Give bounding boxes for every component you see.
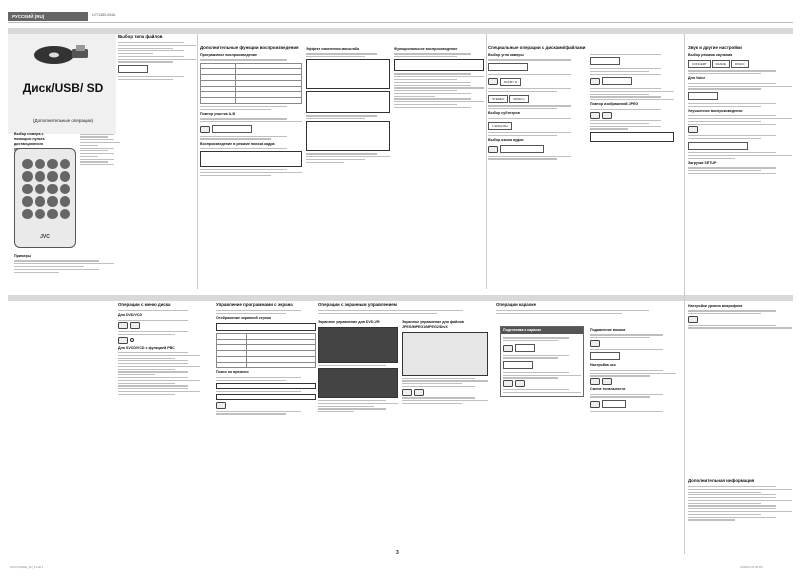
footer-date: 3/26/08 3:41:55 PM [740, 566, 763, 569]
section-title: Звук и другие настройки [688, 45, 742, 50]
section-onscreen-program [216, 302, 316, 416]
repeat-block [590, 52, 674, 144]
footer-file: KD-AVX33[EE]_RU_3.indd 3 [10, 566, 44, 569]
program-heading: Программное воспроизведение [200, 52, 258, 57]
osd-stereo: STEREO [488, 95, 508, 103]
dvd-vcd-heading: Для DVD/VCD [118, 313, 143, 318]
mic-level-heading: Настройки уровня микрофона [688, 304, 743, 308]
section-disc-menu [118, 302, 200, 396]
sound-mode-heading: Выбор режима звучания [688, 52, 733, 57]
hero-subtitle: (Дополнительные операции) [33, 118, 93, 123]
section-file-type [118, 34, 196, 81]
examples-heading: Примеры [14, 254, 31, 258]
karaoke-prep-box [500, 326, 584, 397]
section-special-ops [488, 45, 586, 161]
audio-heading: Выбор языка аудио [488, 138, 524, 143]
osd-mono: MONO L [509, 95, 529, 103]
osd-table [216, 333, 316, 369]
karaoke-settings-block [590, 326, 676, 414]
osd-dance: DANCE [712, 60, 731, 68]
section-onscreen-control [318, 302, 488, 316]
search-heading: Воспроизведение в режиме поиска кадра [200, 141, 275, 146]
osd-disco: DISCO [731, 60, 749, 68]
section-extra-playback [200, 45, 302, 177]
functional-playback-block [394, 45, 484, 110]
column-divider [684, 34, 685, 554]
brand-logo: JVC [40, 234, 50, 241]
voice-heading: Для Voice [688, 76, 706, 81]
time-bar-1 [216, 383, 316, 389]
time-search-heading: Поиск по времени [216, 370, 249, 375]
document-code: LVT1383-004A [92, 13, 116, 17]
dvdvr-heading: Экранное управление для DVD-VR [318, 320, 380, 324]
program-table [200, 63, 302, 104]
osd-concert: CONCERT [688, 60, 711, 68]
section-title: Дополнительная информация [688, 478, 755, 483]
section-mic-level [688, 302, 792, 330]
section-title: Специальные операции с дисками/файлами [488, 45, 586, 50]
osd-bar [216, 323, 316, 331]
section-title: Управление программами с экрана [216, 302, 293, 307]
playback-diagram [394, 59, 484, 71]
subtitle-heading: Выбор субтитров [488, 111, 520, 116]
pbc-heading: Для SVCD/VCD с функцией PBC [118, 345, 175, 350]
file-control-block [402, 318, 488, 406]
osd-heading: Отображение экранной строки [216, 315, 271, 320]
section-sound-settings [688, 45, 792, 176]
osd-english: 1 ENGLISH [488, 122, 512, 130]
disc-usb-sd-icon [32, 40, 94, 68]
time-bar-2 [216, 394, 316, 400]
zoom-steps-diagram [306, 121, 390, 151]
language-tab: РУССКИЙ (RU) [8, 12, 88, 21]
setup-heading: Загрузка SETUP [688, 160, 717, 165]
playback-heading: Функциональное воспроизведение [394, 47, 458, 51]
dvdvr-screen-2 [318, 368, 398, 398]
examples-block [14, 252, 114, 274]
hero-title: Диск/USB/ SD [22, 81, 104, 95]
top-rule [8, 22, 793, 23]
column-divider [197, 34, 198, 289]
ab-repeat-heading: Повтор участка A-B [200, 111, 236, 116]
remote-control-illustration [14, 148, 76, 248]
middle-band [8, 295, 793, 301]
section-title: Дополнительные функции воспроизведения [200, 45, 299, 50]
zoom-diagram [306, 59, 390, 89]
remote-callouts [80, 132, 120, 167]
file-screen [402, 332, 488, 376]
section-title: Операции с меню диска [118, 302, 171, 307]
section-title: Операции с экранным управлением [318, 302, 397, 307]
vocal-heading: Подавление вокала [590, 328, 626, 332]
osd-dolby: DOLBY D [500, 78, 521, 86]
key-heading: Смена тональности [590, 387, 626, 392]
section-title: Операции караоке [496, 302, 537, 307]
page-number: 3 [396, 550, 399, 556]
karaoke-prep-heading: Подготовка к караоке [501, 327, 583, 334]
slide-heading: Повтор изображений JPEG [590, 102, 639, 107]
file-control-heading: Экранное управление для файлов JPEG/MPEG1/MPEG2/DivX [402, 320, 464, 329]
angle-heading: Выбор угла камеры [488, 52, 524, 57]
section-karaoke [496, 302, 676, 316]
dvdvr-screen [318, 327, 398, 363]
dvdvr-block [318, 318, 398, 414]
remote-heading: Выбор номера с помощью пульта дистанционного [14, 132, 45, 146]
jpeg-diagram [590, 132, 674, 142]
dual-heading: Улучшенное воспроизведение [688, 108, 743, 113]
zoom-heading: Эффект изменения масштаба [306, 47, 360, 51]
zoom-block [306, 45, 390, 165]
remote-button [200, 126, 210, 133]
echo-heading: Настройка эхо [590, 363, 616, 368]
section-title: Выбор типа файлов [118, 34, 163, 39]
column-divider [486, 34, 487, 289]
zoom-screen [306, 91, 390, 113]
section-extra-info [688, 478, 792, 522]
search-diagram [200, 151, 302, 167]
